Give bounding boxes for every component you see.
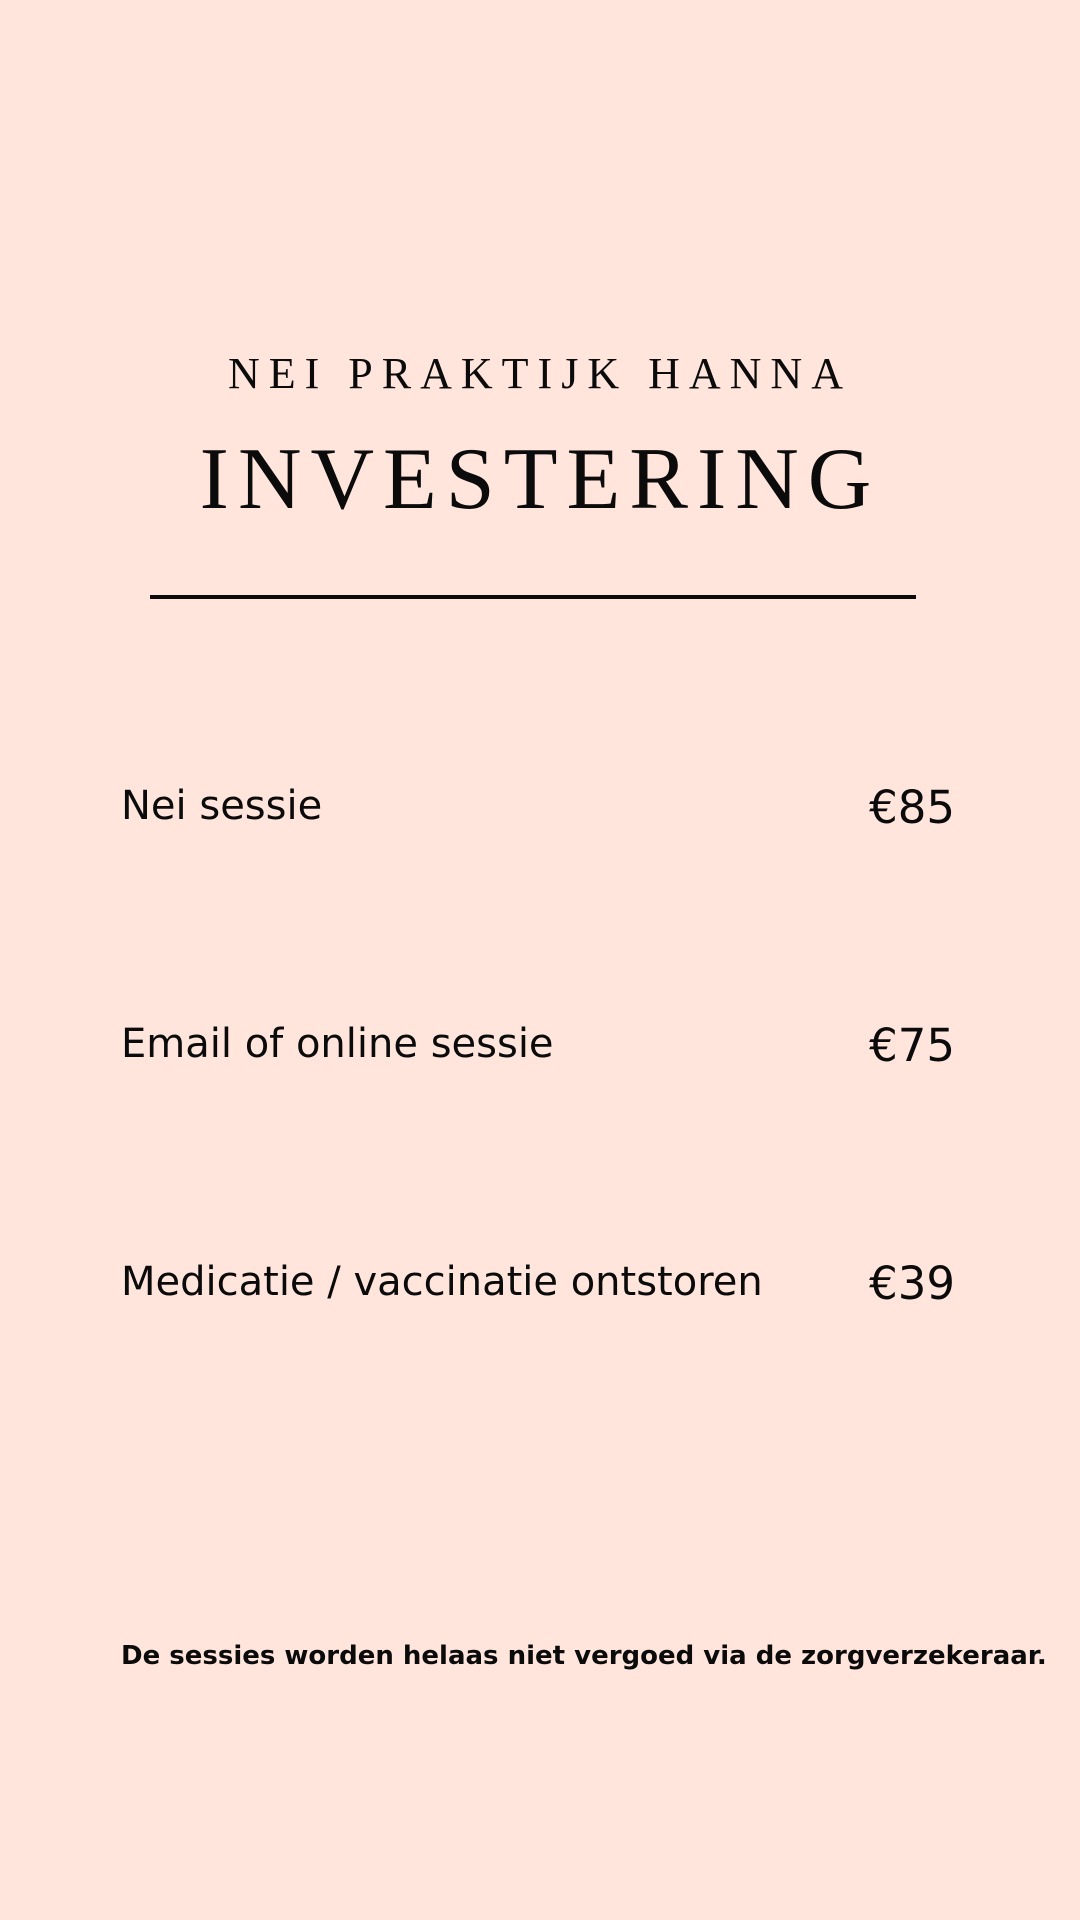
- service-label: Medicatie / vaccinatie ontstoren: [121, 1259, 763, 1305]
- price-row-medicatie-ontstoren: [121, 1254, 955, 1314]
- insurance-note: De sessies worden helaas niet vergoed via de zorgverzekeraar.: [121, 1641, 1047, 1671]
- title-divider: [150, 595, 916, 599]
- service-label: Email of online sessie: [121, 1021, 554, 1067]
- service-price: €85: [869, 781, 955, 834]
- page-title: INVESTERING: [199, 431, 881, 528]
- price-row-nei-sessie: [121, 778, 955, 838]
- service-price: €39: [869, 1257, 955, 1310]
- service-label: Nei sessie: [121, 783, 323, 829]
- service-price: €75: [869, 1019, 955, 1072]
- practice-name: NEI PRAKTIJK HANNA: [228, 349, 852, 398]
- price-row-email-online-sessie: [121, 1016, 955, 1076]
